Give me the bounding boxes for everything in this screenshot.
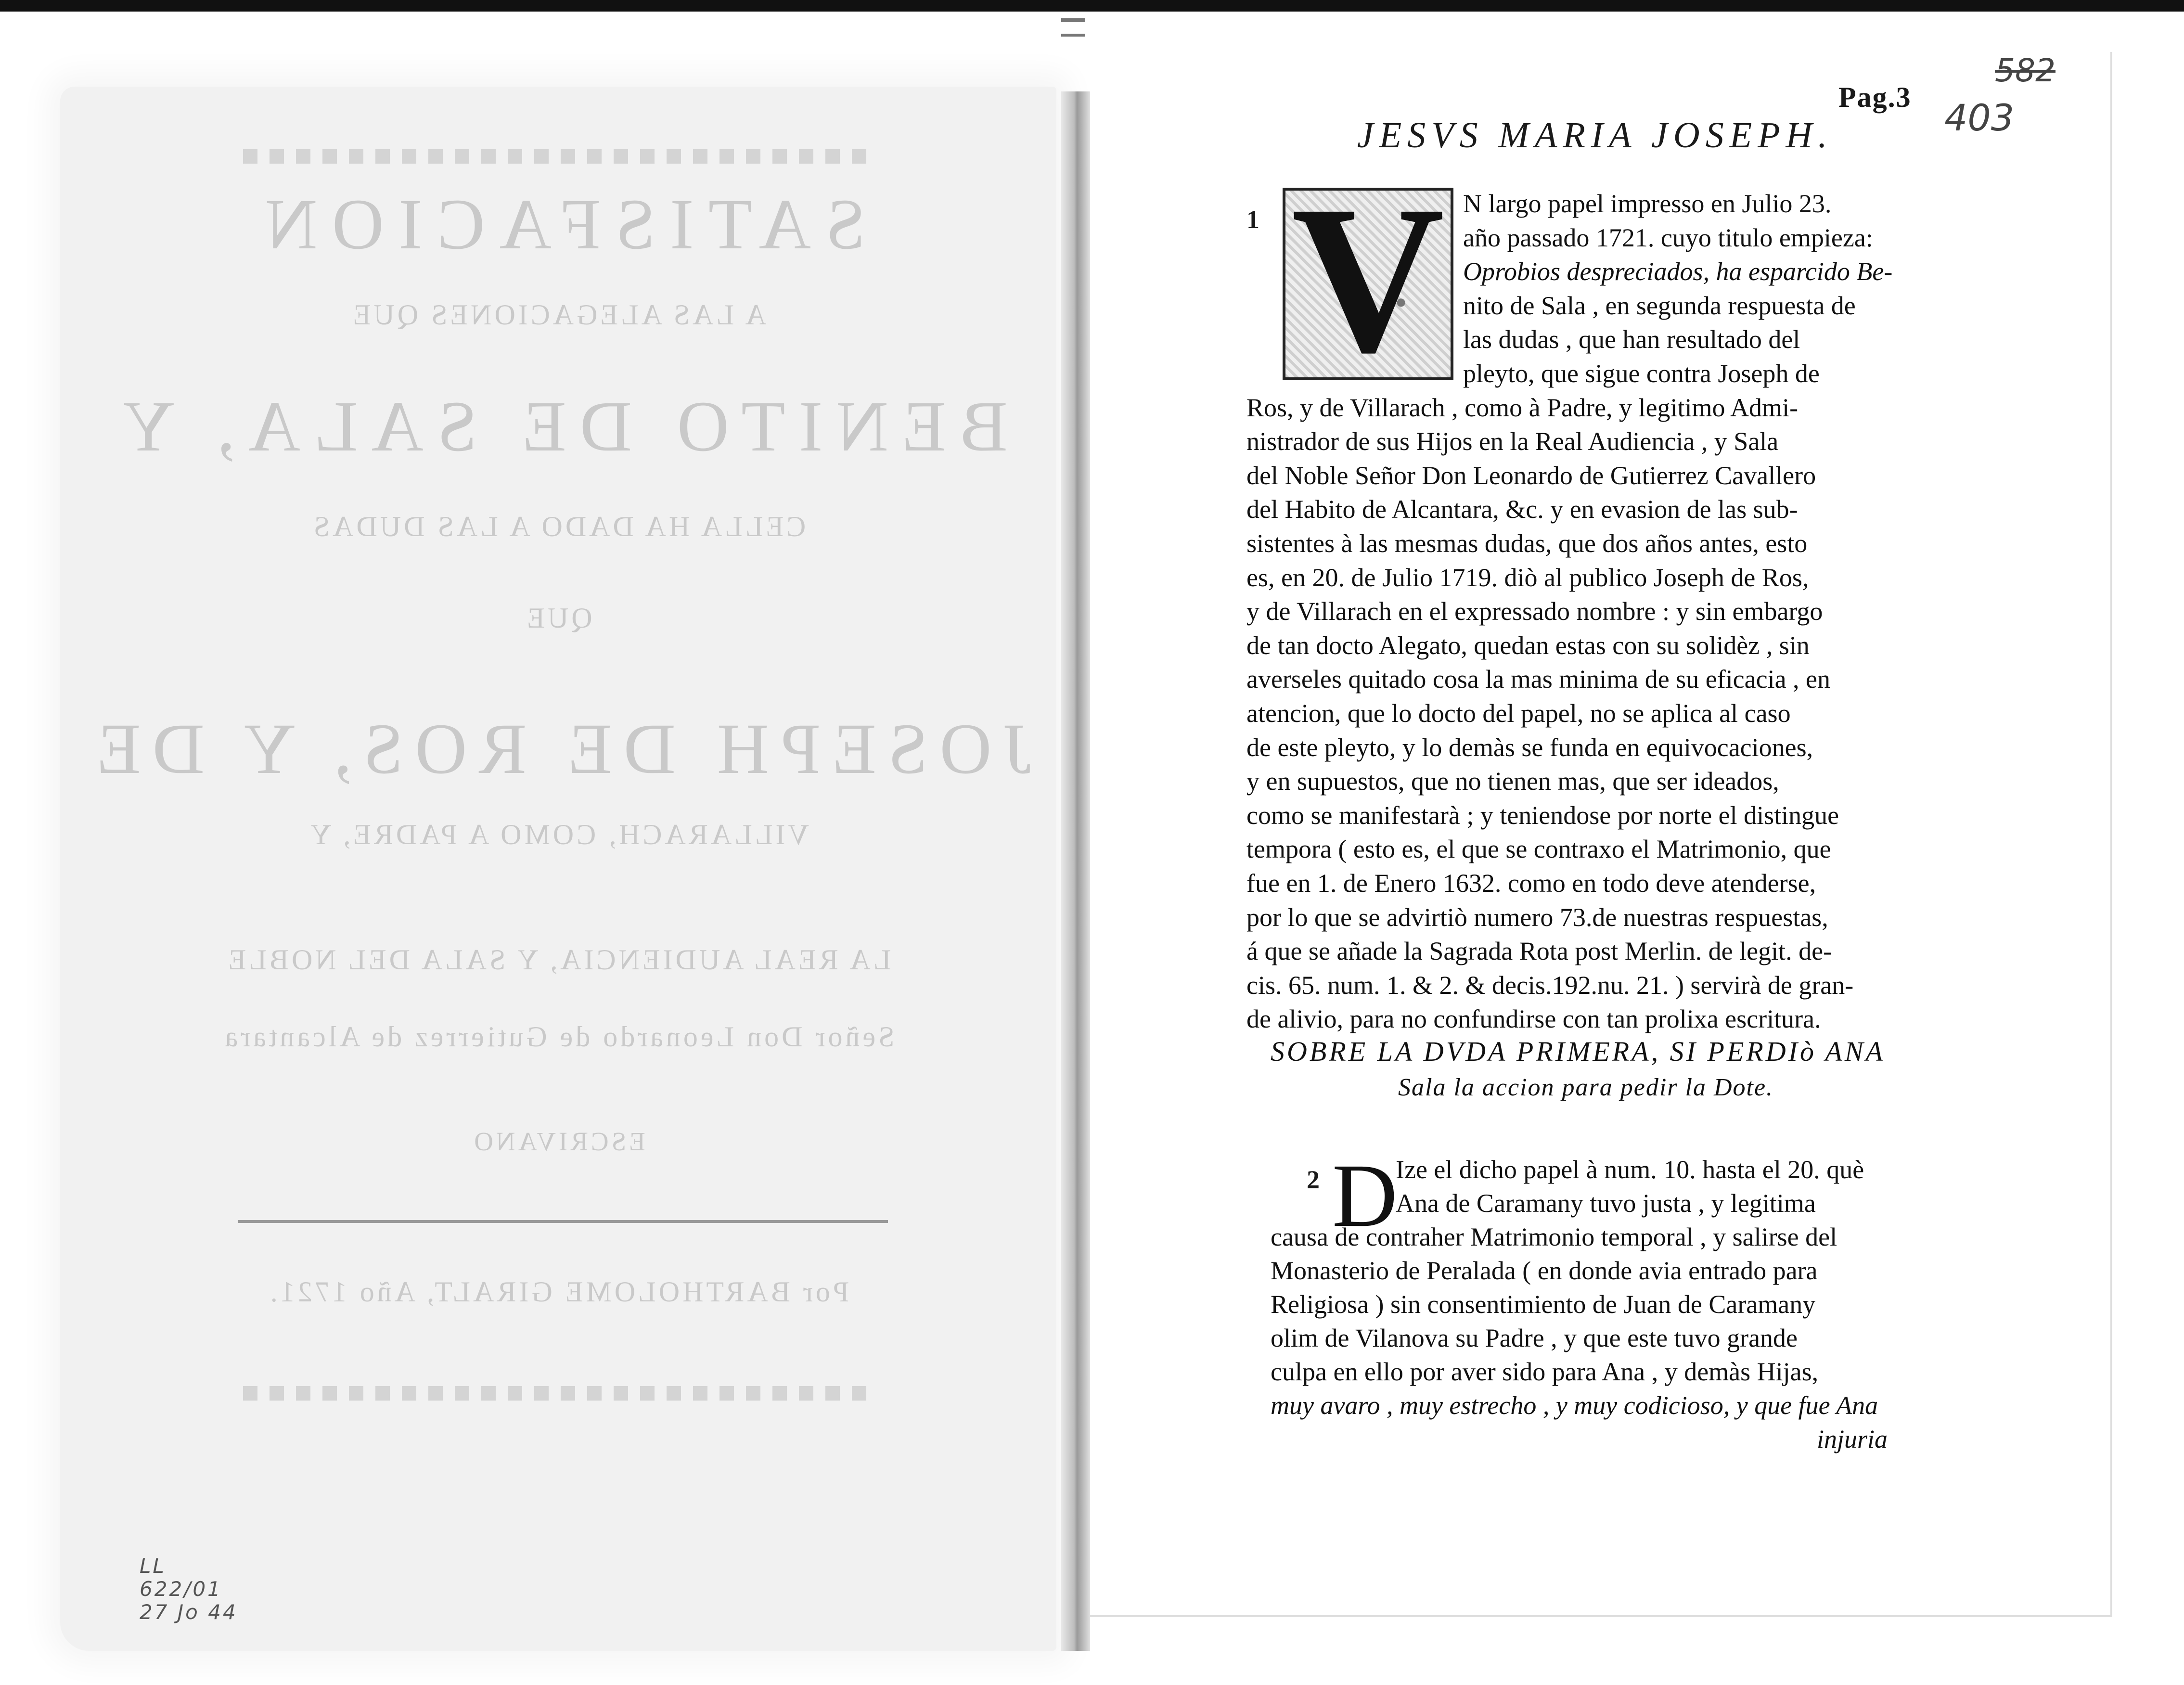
- text-line: causa de contraher Matrimonio temporal , y salirse del: [1271, 1222, 1837, 1251]
- text-line: por lo que se advirtiò numero 73.de nuestras respuestas,: [1246, 902, 1828, 932]
- text-line: muy avaro , muy estrecho , y muy codicioso, y que fue Ana: [1271, 1391, 1878, 1420]
- text-line: atencion, que lo docto del papel, no se aplica al caso: [1246, 699, 1791, 728]
- bleed-through-line: CELLA HA DADO A LAS DUDAS: [310, 511, 806, 542]
- text-line: sistentes à las mesmas dudas, que dos años antes, esto: [1246, 529, 1808, 558]
- text-line: Monasterio de Peralada ( en donde avia entrado para: [1271, 1256, 1818, 1285]
- paragraph-number: 1: [1246, 205, 1259, 234]
- book-spine: [1061, 91, 1090, 1651]
- left-page: [60, 87, 1056, 1651]
- bleed-through-line: JOSEPH DE ROS, Y DE: [85, 709, 1031, 789]
- bleed-through-line: VILLARACH, COMO A PADRE, Y: [308, 819, 809, 850]
- text-line: cis. 65. num. 1. & 2. & decis.192.nu. 21. ) servirà de gran-: [1246, 970, 1854, 1000]
- text-line: injuria: [1817, 1425, 1888, 1453]
- page-heading: JESVS MARIA JOSEPH.: [1357, 115, 1833, 155]
- text-line: año passado 1721. cuyo titulo empieza:: [1463, 223, 1873, 252]
- bleed-through-line: LA REAL AUDIENCIA, Y SALA DEL NOBLE: [225, 944, 891, 976]
- text-line: culpa en ello por aver sido para Ana , y demàs Hijas,: [1271, 1357, 1819, 1386]
- text-line: es, en 20. de Julio 1719. diò al publico Joseph de Ros,: [1246, 563, 1809, 592]
- text-line: de este pleyto, y lo demàs se funda en equivocaciones,: [1246, 733, 1813, 762]
- text-line: pleyto, que sigue contra Joseph de: [1463, 359, 1820, 388]
- text-line: Ana de Caramany tuvo justa , y legitima: [1396, 1189, 1816, 1218]
- text-line: N largo papel impresso en Julio 23.: [1463, 189, 1832, 218]
- bleed-through-line: SATISFACION: [251, 184, 866, 264]
- paragraph-number: 2: [1307, 1165, 1320, 1194]
- text-line: nistrador de sus Hijos en la Real Audiencia , y Sala: [1246, 427, 1779, 456]
- bleed-ornament-border: [243, 1386, 878, 1401]
- bleed-through-line: ESCRIVANO: [471, 1127, 645, 1156]
- drop-cap-letter: V: [1291, 162, 1445, 397]
- text-line: y en supuestos, que no tienen mas, que ser ideados,: [1246, 767, 1779, 796]
- text-line: olim de Vilanova su Padre , y que este tuvo grande: [1271, 1324, 1798, 1352]
- scan-mark: [1061, 34, 1085, 37]
- text-line: fue en 1. de Enero 1632. como en todo deve atenderse,: [1246, 869, 1816, 898]
- catalog-note: LL 622/01 27 Jo 44: [140, 1554, 238, 1624]
- text-line: de alivio, para no confundirse con tan prolixa escritura.: [1246, 1004, 1821, 1034]
- section-heading: SOBRE LA DVDA PRIMERA, SI PERDIò ANA: [1271, 1036, 1885, 1067]
- text-line: nito de Sala , en segunda respuesta de: [1463, 291, 1856, 320]
- bleed-rule: [238, 1220, 888, 1223]
- page-number: Pag.3: [1838, 81, 1912, 113]
- section-subheading: Sala la accion para pedir la Dote.: [1398, 1074, 1774, 1101]
- bleed-through-line: QUE: [524, 602, 592, 634]
- bleed-through-line: A LAS ALEGACIONES QUE: [350, 299, 767, 331]
- text-line: del Habito de Alcantara, &c. y en evasion de las sub-: [1246, 495, 1798, 524]
- handwritten-folio-number: 403: [1944, 96, 2015, 139]
- bleed-through-line: BENITO DE SALA, Y: [109, 386, 1008, 466]
- text-line: Oprobios despreciados, ha esparcido Be-: [1463, 257, 1893, 286]
- text-line: Religiosa ) sin consentimiento de Juan de Caramany: [1271, 1290, 1816, 1319]
- drop-cap-ornament: [1283, 162, 1453, 397]
- text-line: del Noble Señor Don Leonardo de Gutierrez Cavallero: [1246, 461, 1816, 490]
- bleed-through-line: Señor Don Leonardo de Gutierrez de Alcantara: [222, 1021, 895, 1053]
- bleed-ornament-border: [243, 149, 878, 164]
- text-line: y de Villarach en el expressado nombre : y sin embargo: [1246, 597, 1823, 626]
- scan-mark: [1061, 18, 1085, 22]
- bleed-through-line: Por BARTHOLOME GIRALT, Año 1721.: [267, 1276, 849, 1308]
- text-line: de tan docto Alegato, quedan estas con su solidèz , sin: [1246, 630, 1810, 660]
- text-line: las dudas , que han resultado del: [1463, 325, 1800, 354]
- text-line: Ros, y de Villarach , como à Padre, y legitimo Admi-: [1246, 393, 1799, 422]
- handwritten-folio-struck: 582: [1995, 52, 2056, 89]
- scan-top-edge: [0, 0, 2184, 12]
- text-line: tempora ( esto es, el que se contraxo el Matrimonio, que: [1246, 835, 1831, 864]
- text-line: á que se añade la Sagrada Rota post Merlin. de legit. de-: [1246, 937, 1832, 966]
- drop-cap-letter: D: [1332, 1145, 1398, 1246]
- text-line: averseles quitado cosa la mas minima de su eficacia , en: [1246, 665, 1831, 694]
- text-line: Ize el dicho papel à num. 10. hasta el 20. què: [1396, 1155, 1864, 1184]
- text-line: como se manifestarà ; y teniendose por norte el distingue: [1246, 800, 1839, 830]
